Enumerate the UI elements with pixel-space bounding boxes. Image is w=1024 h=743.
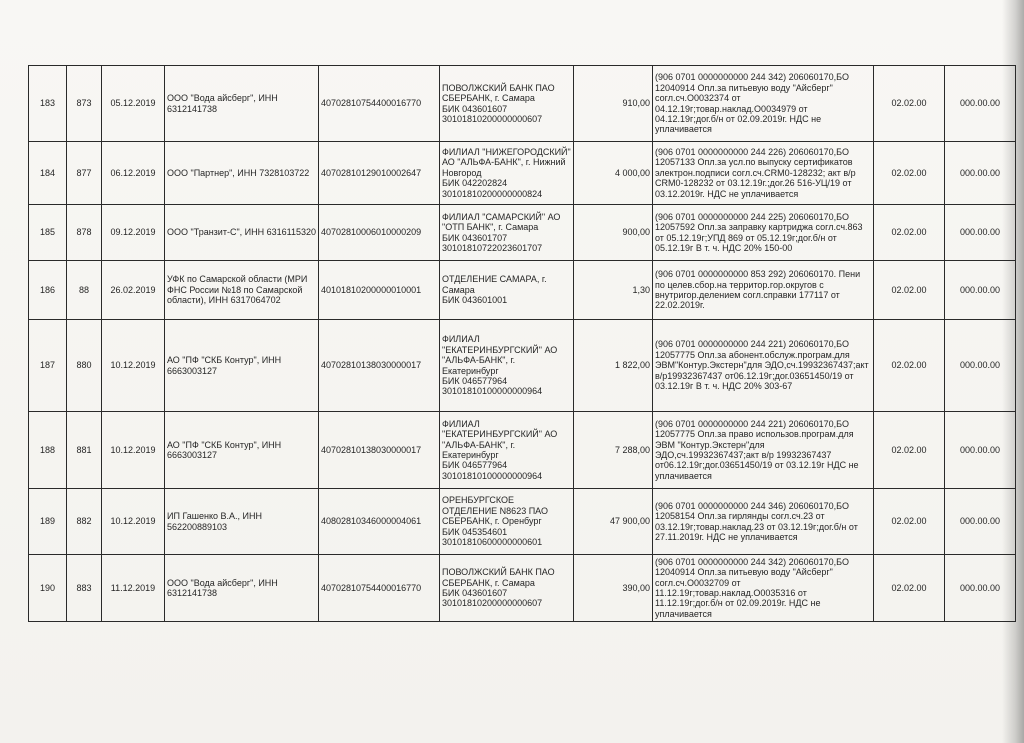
code-date-cell: 02.02.00	[874, 205, 945, 261]
amount-cell: 1 822,00	[574, 320, 653, 412]
payment-date-cell: 11.12.2019	[102, 555, 165, 622]
payment-purpose-cell: (906 0701 0000000000 244 221) 206060170,БО 12057775 Опл.за абонент.обслуж.програм.для ЭВМ"Контур.Экстерн"для ЭДО,сч.19932367437;акт в/р19932367437 от06.12.19г;дог.03651450/19 от 03.12.19г В т. ч. НДС 20% 303-67	[653, 320, 874, 412]
recipient-cell: ООО "Вода айсберг", ИНН 6312141738	[165, 66, 319, 142]
row-number-cell: 187	[29, 320, 67, 412]
account-number-cell: 40101810200000010001	[319, 261, 440, 320]
payment-purpose-cell: (906 0701 0000000000 244 342) 206060170,БО 12040914 Опл.за питьевую воду "Айсберг" согл.сч.О0032709 от 11.12.19г;товар.наклад.О0035316 от 11.12.19г;дог.б/н от 02.09.2019г. НДС не уплачивается	[653, 555, 874, 622]
bank-details-cell: ФИЛИАЛ "ЕКАТЕРИНБУРГСКИЙ" АО "АЛЬФА-БАНК", г. Екатеринбург БИК 046577964 30101810100000000964	[440, 412, 574, 489]
account-number-cell: 40702810006010000209	[319, 205, 440, 261]
budget-code-cell: 000.00.00	[945, 489, 1016, 555]
account-number-cell: 40702810138030000017	[319, 412, 440, 489]
budget-code-cell: 000.00.00	[945, 555, 1016, 622]
table-row	[29, 489, 1016, 555]
payment-purpose-cell: (906 0701 0000000000 244 225) 206060170,БО 12057592 Опл.за заправку картриджа согл.сч.863 от 05.12.19г;УПД 869 от 05.12.19г;дог.б/н от 05.12.19г В т. ч. НДС 20% 150-00	[653, 205, 874, 261]
payment-purpose-cell: (906 0701 0000000000 244 346) 206060170,БО 12058154 Опл.за гирлянды согл.сч.23 от 03.12.19г;товар.наклад.23 от 03.12.19г;дог.б/н от 27.11.2019г. НДС не уплачивается	[653, 489, 874, 555]
document-number-cell: 877	[67, 142, 102, 205]
bank-details-cell: ОРЕНБУРГСКОЕ ОТДЕЛЕНИЕ N8623 ПАО СБЕРБАНК, г. Оренбург БИК 045354601 30101810600000000601	[440, 489, 574, 555]
table-row	[29, 66, 1016, 142]
table-row	[29, 320, 1016, 412]
bank-details-cell: ФИЛИАЛ "САМАРСКИЙ" АО "ОТП БАНК", г. Самара БИК 043601707 30101810722023601707	[440, 205, 574, 261]
budget-code-cell: 000.00.00	[945, 412, 1016, 489]
amount-cell: 7 288,00	[574, 412, 653, 489]
recipient-cell: ООО "Транзит-С", ИНН 6316115320	[165, 205, 319, 261]
recipient-cell: ООО "Партнер", ИНН 7328103722	[165, 142, 319, 205]
code-date-cell: 02.02.00	[874, 261, 945, 320]
payment-date-cell: 05.12.2019	[102, 66, 165, 142]
table-row	[29, 555, 1016, 622]
bank-details-cell: ФИЛИАЛ "НИЖЕГОРОДСКИЙ" АО "АЛЬФА-БАНК", г. Нижний Новгород БИК 042202824 30101810200000000824	[440, 142, 574, 205]
payment-purpose-cell: (906 0701 0000000000 853 292) 206060170. Пени по целев.сбор.на территор.гор.округов с внутригор.делением согл.справки 177117 от 22.02.2019г.	[653, 261, 874, 320]
budget-code-cell: 000.00.00	[945, 66, 1016, 142]
payments-table	[28, 65, 1016, 622]
row-number-cell: 183	[29, 66, 67, 142]
amount-cell: 4 000,00	[574, 142, 653, 205]
payment-date-cell: 10.12.2019	[102, 412, 165, 489]
account-number-cell: 40702810754400016770	[319, 555, 440, 622]
row-number-cell: 188	[29, 412, 67, 489]
amount-cell: 47 900,00	[574, 489, 653, 555]
row-number-cell: 189	[29, 489, 67, 555]
document-number-cell: 873	[67, 66, 102, 142]
code-date-cell: 02.02.00	[874, 555, 945, 622]
table-row	[29, 205, 1016, 261]
budget-code-cell: 000.00.00	[945, 261, 1016, 320]
budget-code-cell: 000.00.00	[945, 320, 1016, 412]
document-number-cell: 882	[67, 489, 102, 555]
bank-details-cell: ПОВОЛЖСКИЙ БАНК ПАО СБЕРБАНК, г. Самара БИК 043601607 30101810200000000607	[440, 555, 574, 622]
bank-details-cell: ФИЛИАЛ "ЕКАТЕРИНБУРГСКИЙ" АО "АЛЬФА-БАНК", г. Екатеринбург БИК 046577964 30101810100000000964	[440, 320, 574, 412]
amount-cell: 390,00	[574, 555, 653, 622]
payment-date-cell: 10.12.2019	[102, 320, 165, 412]
recipient-cell: УФК по Самарской области (МРИ ФНС России №18 по Самарской области), ИНН 6317064702	[165, 261, 319, 320]
document-number-cell: 881	[67, 412, 102, 489]
payment-date-cell: 09.12.2019	[102, 205, 165, 261]
document-number-cell: 880	[67, 320, 102, 412]
recipient-cell: АО "ПФ "СКБ Контур", ИНН 6663003127	[165, 412, 319, 489]
code-date-cell: 02.02.00	[874, 320, 945, 412]
recipient-cell: ООО "Вода айсберг", ИНН 6312141738	[165, 555, 319, 622]
document-number-cell: 878	[67, 205, 102, 261]
code-date-cell: 02.02.00	[874, 412, 945, 489]
amount-cell: 1,30	[574, 261, 653, 320]
code-date-cell: 02.02.00	[874, 489, 945, 555]
amount-cell: 910,00	[574, 66, 653, 142]
payment-purpose-cell: (906 0701 0000000000 244 226) 206060170,БО 12057133 Опл.за усл.по выпуску сертификатов электрон.подписи согл.сч.CRM0-128232; акт в/р CRM0-128232 от 03.12.19г.;дог.26 516-УЦ/19 от 03.12.2019г. НДС не уплачивается	[653, 142, 874, 205]
row-number-cell: 184	[29, 142, 67, 205]
recipient-cell: ИП Гашенко В.А., ИНН 562200889103	[165, 489, 319, 555]
payment-date-cell: 10.12.2019	[102, 489, 165, 555]
payment-date-cell: 06.12.2019	[102, 142, 165, 205]
account-number-cell: 40702810129010002647	[319, 142, 440, 205]
payment-purpose-cell: (906 0701 0000000000 244 342) 206060170,БО 12040914 Опл.за питьевую воду "Айсберг" согл.сч.О0032374 от 04.12.19г;товар.наклад.О0034979 от 04.12.19г;дог.б/н от 02.09.2019г. НДС не уплачивается	[653, 66, 874, 142]
row-number-cell: 185	[29, 205, 67, 261]
table-row	[29, 261, 1016, 320]
row-number-cell: 186	[29, 261, 67, 320]
account-number-cell: 40702810754400016770	[319, 66, 440, 142]
bank-details-cell: ПОВОЛЖСКИЙ БАНК ПАО СБЕРБАНК, г. Самара БИК 043601607 30101810200000000607	[440, 66, 574, 142]
table-row	[29, 142, 1016, 205]
amount-cell: 900,00	[574, 205, 653, 261]
table-row	[29, 412, 1016, 489]
budget-code-cell: 000.00.00	[945, 142, 1016, 205]
budget-code-cell: 000.00.00	[945, 205, 1016, 261]
account-number-cell: 40802810346000004061	[319, 489, 440, 555]
payment-date-cell: 26.02.2019	[102, 261, 165, 320]
recipient-cell: АО "ПФ "СКБ Контур", ИНН 6663003127	[165, 320, 319, 412]
account-number-cell: 40702810138030000017	[319, 320, 440, 412]
row-number-cell: 190	[29, 555, 67, 622]
payment-purpose-cell: (906 0701 0000000000 244 221) 206060170,БО 12057775 Опл.за право использов.програм.для ЭВМ "Контур.Экстерн"для ЭДО,сч.19932367437;акт в/р 19932367437 от06.12.19г;дог.03651450/19 от 03.12.19г НДС не уплачивается	[653, 412, 874, 489]
document-number-cell: 883	[67, 555, 102, 622]
document-number-cell: 88	[67, 261, 102, 320]
code-date-cell: 02.02.00	[874, 142, 945, 205]
bank-details-cell: ОТДЕЛЕНИЕ САМАРА, г. Самара БИК 043601001	[440, 261, 574, 320]
code-date-cell: 02.02.00	[874, 66, 945, 142]
